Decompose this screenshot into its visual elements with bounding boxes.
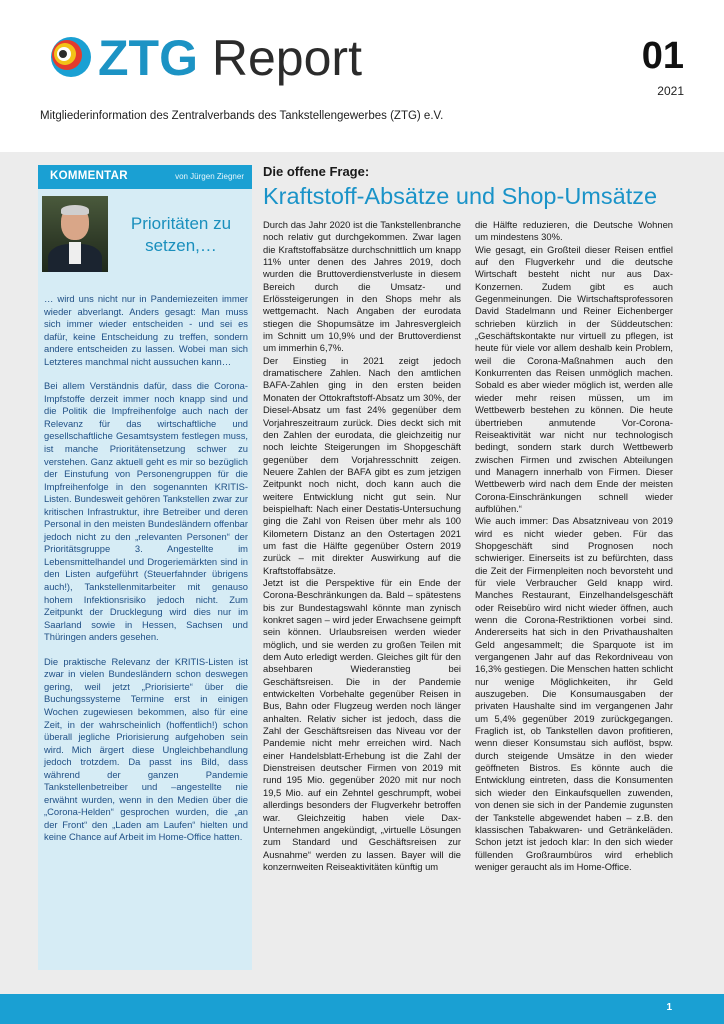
page-header: [0, 0, 724, 150]
article-paragraph: die Hälfte reduzieren, die Deutsche Wohnen um mindestens 30%.: [475, 219, 673, 243]
commentary-author: von Jürgen Ziegner: [175, 172, 244, 181]
brand-report: Report: [211, 30, 362, 86]
brand-ztg: ZTG: [98, 30, 198, 86]
article-paragraph: Wie gesagt, ein Großteil dieser Reisen entfiel auf den Flugverkehr und die deutsche Wirtschaft besteht nicht nur aus Dax-Konzernen. Zudem gibt es auch Gegenmeinungen. Die Wirtschaftsprofessoren David Stadelmann und Reiner Eichenberger schrieben kürzlich in der Süddeutschen: „Geschäftskontakte nur virtuell zu pflegen, ist heute für viele vor allem deshalb kein Problem, weil die Corona-Maßnahmen auch den Konkurrenten das Reisen unmöglich machen. Sobald es aber wieder möglich ist, werden alle wieder mehr reisen müssen, um im Wettbewerb bestehen zu können. Die heute übertrieben anmutende Vor-Corona-Reiseaktivität war nicht nur technologisch bedingt, sondern stark durch Wettbewerb zwischen Firmen und zwischen Abteilungen und Managern innerhalb von Firmen. Dieser Wettbewerb wird nach dem Ende der meisten Corona-Einschränkungen schnell wieder aufblühen.“: [475, 243, 673, 514]
commentary-title: Prioritäten zu setzen,…: [130, 214, 232, 255]
article-paragraph: Jetzt ist die Perspektive für ein Ende der Corona-Beschränkungen da. Bald – spätestens bis zur Bundestagswahl könnte man zynisch konkret sagen – wird jeder Erwachsene geimpft sein können. Urlaubsreisen werden wieder möglich, und sie werden zu großen Teilen mit dem Auto erledigt werden. Gleiches gilt für den absehbaren Wiederanstieg bei Geschäftsreisen. Die in der Pandemie entwickelten Vorbehalte gegenüber Reisen in Bus, Bahn oder Flugzeug werden noch länger anhalten. Relativ sicher ist jedoch, dass die Zahl der Geschäftsreisen das Niveau vor der Pandemie nicht mehr erreichen wird. Nach einer Handelsblatt-Erhebung ist die Zahl der Dienstreisen deutscher Firmen von 2019 mit rund 195 Mio. gegenüber 2020 mit nur noch 19,5 Mio. auf ein Zehntel geschrumpft, wobei allerdings besonders der Flugverkehr betroffen war. Gleichzeitig haben viele Dax-Unternehmen angekündigt, „virtuelle Lösungen zum Standard und Geschäftsreisen zur Ausnahme“ werden zu lassen. Bayer will die konzernweiten Reiseaktivitäten künftig um: [263, 576, 461, 872]
article-paragraph: Wie auch immer: Das Absatzniveau von 2019 wird es nicht wieder geben. Für das Shopgeschäft sind Prognosen noch schwieriger. Einerseits ist zu befürchten, dass die Zeit der Firmenpleiten noch bevorsteht und für viele Verbraucher Geld knapp wird. Manches Restaurant, Einzelhandelsgeschäft oder Reisebüro wird nicht wieder öffnen, auch wenn die Corona-Restriktionen vorbei sind. Andererseits hat sich in den Privathaushalten Geld angesammelt; die Sparquote ist im vergangenen Jahr auf das Rekordniveau von 16,3% gestiegen. Die Menschen hatten schlicht nur wenige Möglichkeiten, ihr Geld auszugeben. Die Konsumausgaben der privaten Haushalte sind im vergangenen Jahr um 5,4% gegenüber 2019 zurückgegangen. Fraglich ist, ob Tankstellen davon profitieren, wenn dieser Konsumstau sich auflöst, bspw. durch steigende Umsätze in den wieder geöffneten Bistros. Es könnte auch die Entwicklung eintreten, dass die Konsumenten sich wieder den Einkaufsquellen zuwenden, von denen sie sich in der Pandemie zugunsten der Tankstelle abgewendet haben – z.B. den klassischen Tabakwaren- und Getränkeläden. Schon jetzt ist jedoch klar: In den sich wieder füllenden Großraumbüros wird erheblich weniger geraucht als im Home-Office.: [475, 515, 673, 872]
page-footer: [0, 994, 724, 1024]
commentary-label: KOMMENTAR: [50, 170, 128, 182]
author-photo: [42, 196, 108, 272]
article-paragraph: Der Einstieg in 2021 zeigt jedoch dramatischere Zahlen. Nach den amtlichen BAFA-Zahlen ging in den ersten beiden Monaten der Ottokraftstoff-Absatz um 30%, der Diesel-Absatz um fast 24% gegenüber dem Vorjahreszeitraum zurück. Dies deckt sich mit den Zahlen der eurodata, die gleichzeitig nur noch leichte Steigerungen im Shopgeschäft gegenüber dem Vorjahresschnitt zeigen. Neuere Zahlen der BAFA gibt es zum jetzigen Zeitpunkt noch nicht, doch kann auch die weitere Entwicklung nicht gut sein. Nur beispielhaft: Nach einer Destatis-Untersuchung ging die Zahl von Reisen über mehr als 100 Kilometern Distanz an den Ostertagen 2021 um fast die Hälfte gegenüber Ostern 2019 zurück – mit direkter Auswirkung auf die Kraftstoffabsätze.: [263, 354, 461, 576]
brand-title: [98, 28, 362, 88]
page-number: 1: [666, 1002, 672, 1013]
commentary-paragraph: Die praktische Relevanz der KRITIS-Listen ist zwar in vielen Bundesländern schon deswegen gering, weil jetzt „Priorisierte“ über die Buchungssysteme Termine erst in einigen Wochen zugewiesen bekommen, also für eine Zeit, in der wahrscheinlich (hoffentlich!) schon überall jegliche Priorisierung aufgehoben sein wird. Mich ärgert diese Ungleichbehandlung jedoch trotzdem. Da passt ins Bild, dass während der ganzen Pandemie Tankstellenbetreiber und –angestellte nie erwähnt wurden, wenn in den Medien über die „Corona-Helden“ gesprochen wurden, die „an der Front“ den „Laden am Laufen“ hielten und keine Chance auf Arbeit im Home-Office hatten.: [44, 655, 248, 843]
article-column-1: [263, 219, 461, 873]
issue-number: 01: [641, 35, 684, 77]
article-column-2: [475, 219, 673, 873]
ztg-logo-icon: [50, 36, 92, 78]
commentary-sidebar: [38, 165, 252, 970]
commentary-paragraph: … wird uns nicht nur in Pandemiezeiten immer wieder abverlangt. Anders gesagt: Man muss sich immer wieder entscheiden - und sei es dafür, keine Entscheidung zu treffen, sondern andere entscheiden zu lassen. Wobei man sich Letzteres manchmal nicht aussuchen kann…: [44, 293, 248, 367]
commentary-body: [44, 293, 248, 856]
commentary-paragraph: Bei allem Verständnis dafür, dass die Corona-Impfstoffe derzeit immer noch knapp sind und die Politik die Impfreihenfolge auch nach der Relevanz für das wirtschaftliche und gesellschaftliche Gesamtsystem festlegen muss, ist manche Prioritätensetzung schwer zu verstehen. Ganz aktuell geht es mir so bezüglich der Einstufung von Personengruppen für die Impfreihenfolge in den sogenannten KRITIS-Listen. Bundesweit gehören Tankstellen zwar zur kritischen Infrastruktur, ihre Betreiber und deren Personal in den meisten Bundesländern offenbar jedoch nicht zu den „relevanten Personen“ der Prioritätsgruppe 3. Angestellte im Lebensmittelhandel und Drogeriemärkten sind in den Listen aufgeführt (Steuerfahnder übrigens auch!), Tankstellenmitarbeiter mit genauso hohem Infektionsrisiko jedoch nicht. Zum Zeitpunkt der Drucklegung wird dies nur im Saarland sowie in Hessen, Sachsen und Thüringen anders gesehen.: [44, 380, 248, 643]
article-kicker: Die offene Frage:: [263, 164, 370, 179]
publication-subtitle: Mitgliederinformation des Zentralverbands des Tankstellengewerbes (ZTG) e.V.: [40, 110, 444, 122]
article-headline: Kraftstoff-Absätze und Shop-Umsätze: [263, 183, 658, 209]
article-paragraph: Durch das Jahr 2020 ist die Tankstellenbranche noch relativ gut durchgekommen. Zwar lagen die Kraftstoffabsätze durchschnittlich um knapp 11% unter denen des Jahres 2019, doch wurden die Bruttoverdienstverluste in diesem Bereich durch die Umsatz- und Erlössteigerungen in den Shops mehr als wettgemacht. Nach Angaben der eurodata stiegen die Shopumsätze im Jahresvergleich im Schnitt um 10,9% und der Bruttoverdienst um immerhin 6,7%.: [263, 219, 461, 354]
issue-year: 2021: [657, 84, 684, 98]
commentary-header: [38, 165, 252, 189]
